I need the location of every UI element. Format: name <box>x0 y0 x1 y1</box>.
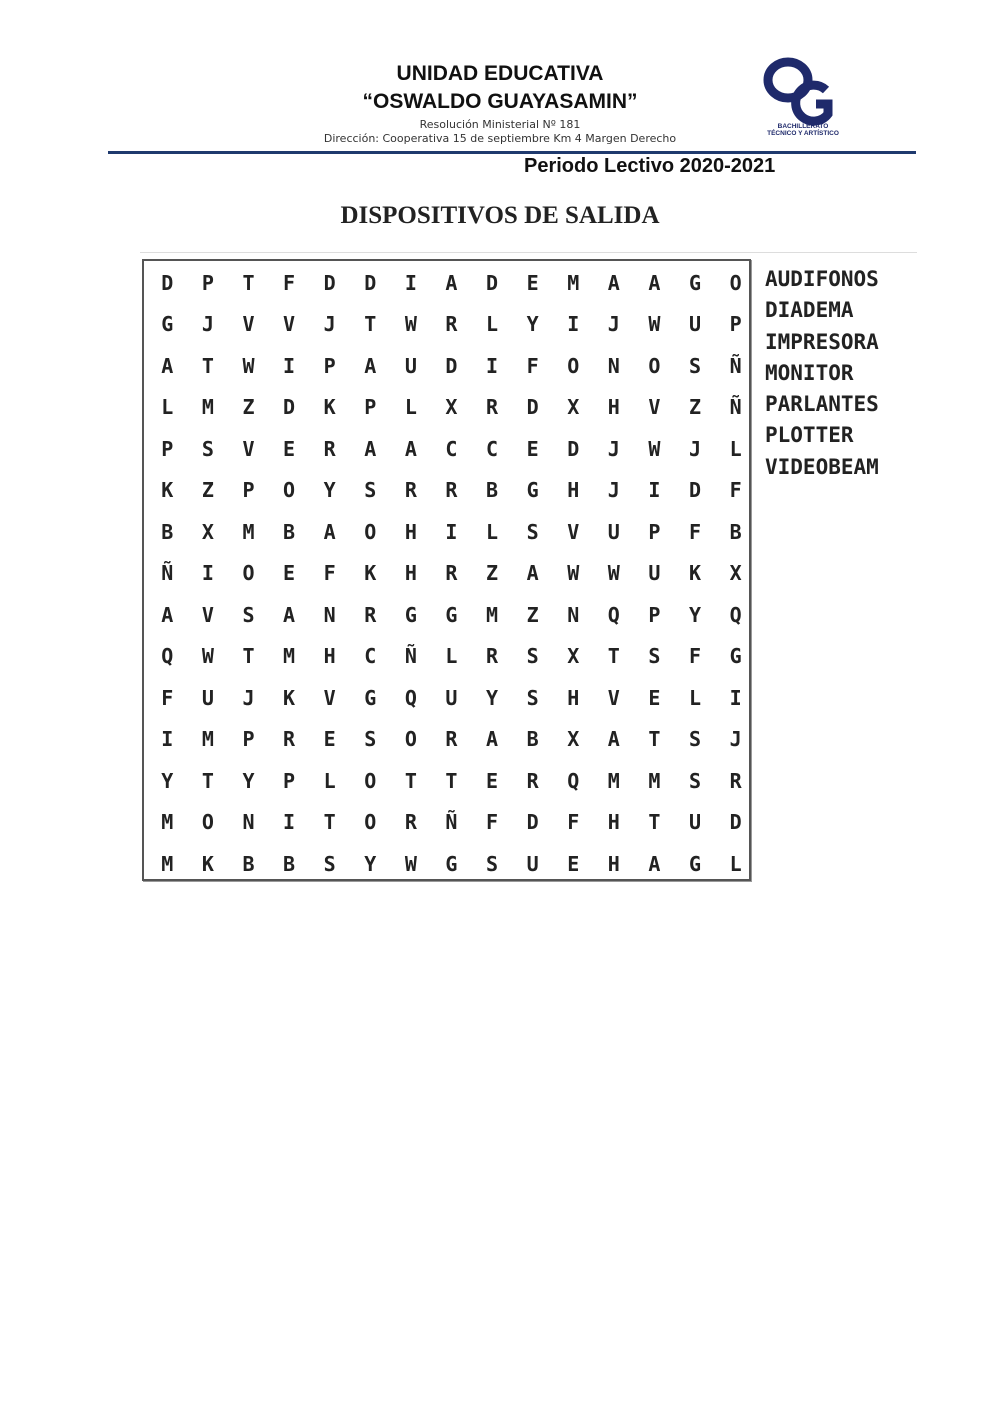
grid-letter[interactable]: M <box>161 810 174 835</box>
grid-letter[interactable]: U <box>445 685 458 710</box>
grid-letter[interactable]: Z <box>526 602 539 627</box>
grid-letter[interactable]: J <box>688 436 702 461</box>
grid-letter[interactable]: X <box>567 395 580 420</box>
grid-letter[interactable]: F <box>729 478 742 503</box>
grid-letter[interactable]: E <box>323 727 336 752</box>
grid-letter[interactable]: A <box>445 270 458 295</box>
grid-letter[interactable]: Ñ <box>404 644 417 669</box>
grid-letter[interactable]: P <box>648 519 661 544</box>
grid-letter[interactable]: D <box>323 270 336 295</box>
grid-letter[interactable]: U <box>526 851 539 876</box>
grid-letter[interactable]: M <box>283 644 296 669</box>
grid-letter[interactable]: C <box>364 644 377 669</box>
grid-letter[interactable]: A <box>161 353 174 378</box>
grid-letter[interactable]: U <box>688 312 702 337</box>
grid-letter[interactable]: P <box>729 312 742 337</box>
grid-letter[interactable]: K <box>688 561 702 586</box>
school-logo <box>758 56 848 138</box>
grid-letter[interactable]: F <box>567 810 580 835</box>
grid-letter[interactable]: Y <box>364 851 377 876</box>
grid-letter[interactable]: S <box>526 644 539 669</box>
grid-letter[interactable]: K <box>201 851 214 876</box>
grid-letter[interactable]: S <box>688 768 702 793</box>
school-name-line2: “OSWALDO GUAYASAMIN” <box>362 90 638 113</box>
grid-letter[interactable]: Q <box>404 685 417 710</box>
grid-letter[interactable]: D <box>729 810 742 835</box>
grid-letter[interactable]: O <box>364 810 377 835</box>
page-title: DISPOSITIVOS DE SALIDA <box>340 202 660 229</box>
grid-letter[interactable]: B <box>283 519 296 544</box>
grid-letter[interactable]: L <box>688 685 702 710</box>
logo-caption-1: BACHILLERATO <box>777 123 829 130</box>
grid-letter[interactable]: A <box>323 519 336 544</box>
grid-letter[interactable]: T <box>242 644 255 669</box>
grid-letter[interactable]: Y <box>242 768 255 793</box>
grid-letter[interactable]: I <box>283 353 296 378</box>
grid-letter[interactable]: K <box>283 685 296 710</box>
grid-letter[interactable]: D <box>283 395 296 420</box>
grid-letter[interactable]: M <box>607 768 620 793</box>
grid-letter[interactable]: A <box>161 602 174 627</box>
grid-letter[interactable]: R <box>445 561 458 586</box>
grid-letter[interactable]: F <box>526 353 539 378</box>
grid-letter[interactable]: M <box>201 727 214 752</box>
grid-letter[interactable]: N <box>607 353 620 378</box>
grid-letter[interactable]: M <box>567 270 580 295</box>
grid-letter[interactable]: E <box>283 561 296 586</box>
grid-letter[interactable]: A <box>486 727 499 752</box>
grid-letter[interactable]: Y <box>526 312 539 337</box>
grid-letter[interactable]: O <box>364 519 377 544</box>
grid-letter[interactable]: I <box>283 810 296 835</box>
grid-letter[interactable]: E <box>567 851 580 876</box>
grid-letter[interactable]: G <box>526 478 539 503</box>
grid-letter[interactable]: R <box>445 478 458 503</box>
grid-letter[interactable]: H <box>567 685 580 710</box>
grid-letter[interactable]: R <box>486 395 499 420</box>
grid-letter[interactable]: F <box>688 519 702 544</box>
grid-letter[interactable]: I <box>161 727 174 752</box>
grid-letter[interactable]: T <box>607 644 620 669</box>
grid-letter[interactable]: X <box>201 519 214 544</box>
grid-letter[interactable]: D <box>486 270 499 295</box>
grid-letter[interactable]: P <box>242 727 255 752</box>
grid-letter[interactable]: O <box>648 353 661 378</box>
grid-letter[interactable]: Y <box>161 768 174 793</box>
grid-letter[interactable]: W <box>648 436 661 461</box>
grid-letter[interactable]: K <box>161 478 174 503</box>
grid-letter[interactable]: X <box>729 561 742 586</box>
grid-letter[interactable]: R <box>445 727 458 752</box>
grid-letter[interactable]: E <box>648 685 661 710</box>
grid-letter[interactable]: P <box>201 270 214 295</box>
grid-letter[interactable]: D <box>526 810 539 835</box>
grid-letter[interactable]: N <box>242 810 255 835</box>
grid-letter[interactable]: T <box>648 810 661 835</box>
grid-letter[interactable]: H <box>404 519 417 544</box>
grid-letter[interactable]: L <box>404 395 417 420</box>
grid-letter[interactable]: Q <box>607 602 620 627</box>
grid-letter[interactable]: L <box>445 644 458 669</box>
grid-letter[interactable]: T <box>648 727 661 752</box>
grid-letter[interactable]: S <box>526 519 539 544</box>
grid-letter[interactable]: O <box>567 353 580 378</box>
grid-letter[interactable]: W <box>404 312 417 337</box>
grid-letter[interactable]: N <box>567 602 580 627</box>
grid-letter[interactable]: A <box>648 270 661 295</box>
grid-letter[interactable]: U <box>404 353 417 378</box>
grid-letter[interactable]: O <box>283 478 296 503</box>
school-name-line1: UNIDAD EDUCATIVA <box>396 62 604 85</box>
grid-letter[interactable]: T <box>404 768 417 793</box>
grid-letter[interactable]: U <box>607 519 620 544</box>
grid-letter[interactable]: W <box>567 561 580 586</box>
grid-letter[interactable]: P <box>648 602 661 627</box>
grid-letter[interactable]: V <box>242 436 255 461</box>
grid-letter[interactable]: L <box>161 395 174 420</box>
grid-letter[interactable]: F <box>161 685 174 710</box>
grid-letter[interactable]: P <box>242 478 255 503</box>
grid-letter[interactable]: R <box>486 644 499 669</box>
grid-letter[interactable]: I <box>445 519 458 544</box>
grid-letter[interactable]: K <box>323 395 336 420</box>
grid-letter[interactable]: P <box>364 395 377 420</box>
grid-letter[interactable]: A <box>283 602 296 627</box>
grid-letter[interactable]: Q <box>567 768 580 793</box>
school-period: Periodo Lectivo 2020-2021 <box>524 155 776 177</box>
grid-letter[interactable]: J <box>607 312 620 337</box>
grid-letter[interactable]: V <box>648 395 661 420</box>
grid-letter[interactable]: D <box>364 270 377 295</box>
word-search-grid <box>142 259 751 881</box>
address-text: Dirección: Cooperativa 15 de septiembre Km 4 Margen Derecho <box>323 132 677 145</box>
grid-letter[interactable]: R <box>404 810 417 835</box>
grid-letter[interactable]: E <box>283 436 296 461</box>
grid-letter[interactable]: E <box>526 436 539 461</box>
grid-letter[interactable]: M <box>242 519 255 544</box>
grid-letter[interactable]: Ñ <box>161 561 174 586</box>
logo-caption-2: TÉCNICO Y ARTÍSTICO <box>767 130 839 137</box>
grid-letter[interactable]: G <box>729 644 742 669</box>
grid-letter[interactable]: T <box>323 810 336 835</box>
grid-letter[interactable]: M <box>201 395 214 420</box>
grid-letter[interactable]: P <box>283 768 296 793</box>
grid-letter[interactable]: V <box>201 602 214 627</box>
grid-letter[interactable]: J <box>242 685 255 710</box>
grid-letter[interactable]: G <box>161 312 174 337</box>
grid-letter[interactable]: A <box>364 353 377 378</box>
resolution-text: Resolución Ministerial Nº 181 <box>419 118 581 131</box>
grid-letter[interactable]: D <box>688 478 702 503</box>
title-divider <box>140 252 917 253</box>
grid-letter[interactable]: B <box>242 851 255 876</box>
grid-letter[interactable]: I <box>648 478 661 503</box>
grid-letter[interactable]: Z <box>242 395 255 420</box>
grid-letter[interactable]: N <box>323 602 336 627</box>
grid-letter[interactable]: S <box>486 851 499 876</box>
grid-letter[interactable]: R <box>364 602 377 627</box>
grid-letter[interactable]: Z <box>201 478 214 503</box>
grid-letter[interactable]: O <box>364 768 377 793</box>
grid-letter[interactable]: T <box>364 312 377 337</box>
grid-letter[interactable]: A <box>526 561 539 586</box>
grid-letter[interactable]: J <box>201 312 214 337</box>
grid-letter[interactable]: L <box>486 312 499 337</box>
grid-letter[interactable]: O <box>242 561 255 586</box>
grid-letter[interactable]: M <box>161 851 174 876</box>
grid-letter[interactable]: U <box>648 561 661 586</box>
grid-letter[interactable]: H <box>567 478 580 503</box>
grid-letter[interactable]: K <box>364 561 377 586</box>
grid-letter[interactable]: R <box>445 312 458 337</box>
grid-letter[interactable]: L <box>729 436 742 461</box>
grid-letter[interactable]: F <box>688 644 702 669</box>
grid-letter[interactable]: M <box>486 602 499 627</box>
grid-letter[interactable]: Y <box>323 478 336 503</box>
grid-letter[interactable]: H <box>607 395 620 420</box>
grid-letter[interactable]: Y <box>486 685 499 710</box>
grid-letter[interactable]: Q <box>161 644 174 669</box>
grid-letter[interactable]: S <box>526 685 539 710</box>
word-list-item: MONITOR <box>765 360 854 385</box>
grid-letter[interactable]: W <box>404 851 417 876</box>
grid-letter[interactable]: L <box>729 851 742 876</box>
grid-letter[interactable]: X <box>567 727 580 752</box>
grid-letter[interactable]: S <box>688 353 702 378</box>
grid-letter[interactable]: V <box>242 312 255 337</box>
grid-letter[interactable]: X <box>445 395 458 420</box>
grid-letter[interactable]: T <box>242 270 255 295</box>
grid-letter[interactable]: P <box>161 436 174 461</box>
grid-letter[interactable]: D <box>445 353 458 378</box>
grid-letter[interactable]: U <box>201 685 214 710</box>
grid-letter[interactable]: W <box>201 644 214 669</box>
grid-letter[interactable]: T <box>201 353 214 378</box>
grid-letter[interactable]: T <box>445 768 458 793</box>
grid-letter[interactable]: I <box>567 312 580 337</box>
grid-letter[interactable]: Ñ <box>445 810 458 835</box>
grid-letter[interactable]: R <box>404 478 417 503</box>
word-list-item: VIDEOBEAM <box>765 454 879 479</box>
grid-letter[interactable]: O <box>404 727 417 752</box>
grid-letter[interactable]: S <box>648 644 661 669</box>
grid-letter[interactable]: Ñ <box>729 353 742 378</box>
letter-grid <box>144 261 752 880</box>
grid-letter[interactable]: E <box>486 768 499 793</box>
grid-letter[interactable]: I <box>486 353 499 378</box>
grid-letter[interactable]: O <box>201 810 214 835</box>
grid-letter[interactable]: H <box>404 561 417 586</box>
grid-letter[interactable]: V <box>323 685 336 710</box>
grid-letter[interactable]: G <box>445 602 458 627</box>
grid-letter[interactable]: V <box>567 519 580 544</box>
grid-letter[interactable]: I <box>404 270 417 295</box>
grid-letter[interactable]: S <box>688 727 702 752</box>
grid-letter[interactable]: I <box>201 561 214 586</box>
word-list-item: PLOTTER <box>765 423 854 448</box>
grid-letter[interactable]: D <box>567 436 580 461</box>
grid-letter[interactable]: C <box>486 436 499 461</box>
word-list-item: DIADEMA <box>765 298 854 323</box>
grid-letter[interactable]: M <box>648 768 661 793</box>
grid-letter[interactable]: J <box>729 727 742 752</box>
grid-letter[interactable]: W <box>648 312 661 337</box>
grid-letter[interactable]: G <box>404 602 417 627</box>
grid-letter[interactable]: Z <box>688 395 702 420</box>
grid-letter[interactable]: R <box>323 436 336 461</box>
grid-letter[interactable]: W <box>242 353 255 378</box>
grid-letter[interactable]: D <box>161 270 174 295</box>
grid-letter[interactable]: B <box>729 519 742 544</box>
grid-letter[interactable]: A <box>607 270 620 295</box>
word-list <box>765 264 925 483</box>
grid-letter[interactable]: J <box>323 312 336 337</box>
grid-letter[interactable]: A <box>648 851 661 876</box>
grid-letter[interactable]: G <box>364 685 377 710</box>
grid-letter[interactable]: L <box>486 519 499 544</box>
grid-letter[interactable]: S <box>323 851 336 876</box>
grid-letter[interactable]: H <box>607 851 620 876</box>
grid-letter[interactable]: S <box>201 436 214 461</box>
word-list-item: AUDIFONOS <box>765 267 879 291</box>
grid-letter[interactable]: B <box>526 727 539 752</box>
grid-letter[interactable]: J <box>607 436 620 461</box>
grid-letter[interactable]: O <box>729 270 742 295</box>
grid-letter[interactable]: V <box>607 685 620 710</box>
grid-letter[interactable]: F <box>486 810 499 835</box>
grid-letter[interactable]: G <box>688 851 702 876</box>
grid-letter[interactable]: V <box>283 312 296 337</box>
grid-letter[interactable]: T <box>201 768 214 793</box>
grid-letter[interactable]: F <box>283 270 296 295</box>
grid-letter[interactable]: I <box>729 685 742 710</box>
grid-letter[interactable]: P <box>323 353 336 378</box>
grid-letter[interactable]: L <box>323 768 336 793</box>
word-list-item: IMPRESORA <box>765 329 879 354</box>
grid-letter[interactable]: S <box>364 727 377 752</box>
grid-letter[interactable]: Ñ <box>729 395 742 420</box>
grid-letter[interactable]: B <box>161 519 174 544</box>
grid-letter[interactable]: A <box>364 436 377 461</box>
grid-letter[interactable]: A <box>607 727 620 752</box>
grid-letter[interactable]: R <box>283 727 296 752</box>
grid-letter[interactable]: G <box>445 851 458 876</box>
grid-letter[interactable]: C <box>445 436 458 461</box>
grid-letter[interactable]: S <box>242 602 255 627</box>
grid-letter[interactable]: B <box>486 478 499 503</box>
grid-letter[interactable]: Z <box>486 561 499 586</box>
grid-letter[interactable]: Q <box>729 602 742 627</box>
grid-letter[interactable]: S <box>364 478 377 503</box>
grid-letter[interactable]: W <box>607 561 620 586</box>
grid-letter[interactable]: R <box>729 768 742 793</box>
header-divider <box>108 151 916 154</box>
grid-letter[interactable]: J <box>607 478 620 503</box>
grid-letter[interactable]: X <box>567 644 580 669</box>
grid-letter[interactable]: H <box>607 810 620 835</box>
grid-letter[interactable]: E <box>526 270 539 295</box>
grid-letter[interactable]: G <box>688 270 702 295</box>
word-list-item: PARLANTES <box>765 392 879 417</box>
grid-letter[interactable]: H <box>323 644 336 669</box>
grid-letter[interactable]: B <box>283 851 296 876</box>
grid-letter[interactable]: Y <box>688 602 702 627</box>
grid-letter[interactable]: A <box>404 436 417 461</box>
school-header <box>290 60 710 146</box>
grid-letter[interactable]: R <box>526 768 539 793</box>
grid-letter[interactable]: F <box>323 561 336 586</box>
grid-letter[interactable]: D <box>526 395 539 420</box>
grid-letter[interactable]: U <box>688 810 702 835</box>
